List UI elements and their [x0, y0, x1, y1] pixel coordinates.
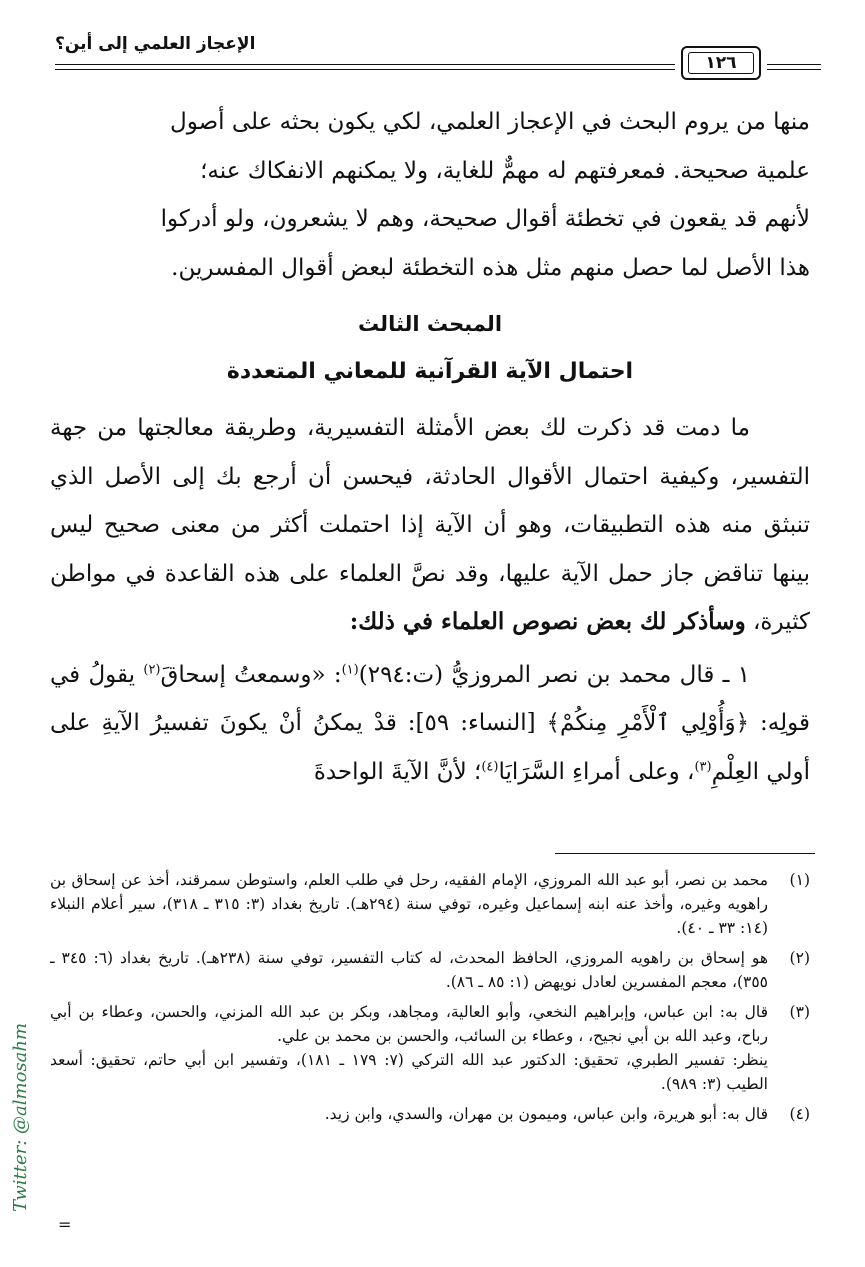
page-header [55, 30, 820, 74]
footnote-text: محمد بن نصر، أبو عبد الله المروزي، الإمام الفقيه، رحل في طلب العلم، واستوطن سمرقند، أخذ عن إسحاق بن راهويه وغيره، وأخذ عنه ابنه إسماعيل وغيره، توفي سنة (٢٩٤هـ). تاريخ بغداد (٣: ٣١٥ ـ ٣١٨)، سير أعلام النبلاء (١٤: ٣٣ ـ ٤٠). [50, 871, 769, 937]
section-subtitle: احتمال الآية القرآنية للمعاني المتعددة [226, 359, 634, 384]
footnote-text: قال به: أبو هريرة، وابن عباس، وميمون بن مهران، والسدي، وابن زيد. [324, 1105, 768, 1123]
footnote [50, 868, 810, 940]
continuation-mark: = [58, 1215, 72, 1234]
footnote [50, 1102, 810, 1126]
footnote-number: (٢) [789, 949, 810, 967]
footnote-separator [555, 853, 815, 854]
footnotes [50, 868, 810, 1132]
body-text [50, 404, 810, 796]
page-number: ١٢٦ [688, 52, 754, 74]
footnote [50, 946, 810, 994]
running-title: الإعجاز العلمي إلى أين؟ [55, 34, 256, 54]
intro-text [50, 98, 810, 292]
footnote-ref[interactable]: (٢) [143, 661, 161, 677]
footnote-text: قال به: ابن عباس، وإبراهيم النخعي، وأبو العالية، ومجاهد، وبكر بن عبد الله المزني، والحسن، وعطاء بن أبي رباح، وعبد الله بن أبي نجيح، ، وعطاء بن السائب، والحسن بن محمد بن علي. [50, 1003, 768, 1045]
quote-text: ، وعلى أمراءِ السَّرَايَا [498, 758, 695, 785]
footnote-text: هو إسحاق بن راهويه المروزي، الحافظ المحدث، له كتاب التفسير، توفي سنة (٢٣٨هـ). تاريخ بغداد (٦: ٣٤٥ ـ ٣٥٥)، معجم المفسرين لعادل نويهض (١: ٨٥ ـ ٨٦). [50, 949, 769, 991]
footnote-number: (٣) [789, 1003, 810, 1021]
quote-text: يقولُ في قولِه: ﴿وَأُوْلِي ٱلْأَمْرِ مِنكُمْ﴾ [النساء: ٥٩]: قدْ يمكنُ أنْ يكونَ تفسيرُ الآيةِ على أولي العِلْمِ [50, 661, 811, 785]
text-line: منها من يروم البحث في الإعجاز العلمي، لكي يكون بحثه على أصول [170, 109, 810, 135]
text-line: علمية صحيحة. فمعرفتهم له مهمٌّ للغاية، ولا يمكنهم الانفكاك عنه؛ [200, 157, 810, 184]
text-line: هذا الأصل لما حصل منهم مثل هذه التخطئة لبعض أقوال المفسرين. [171, 254, 810, 281]
watermark-text: Twitter: @almosahm [10, 1022, 31, 1212]
page-number-frame [681, 46, 761, 80]
header-rule [767, 64, 821, 65]
paragraph-text: ما دمت قد ذكرت لك بعض الأمثلة التفسيرية، وطريقة معالجتها من جهة التفسير، وكيفية احتمال الأقوال الحادثة، فيحسن أن أرجع بك إلى الأصل الذي تنبثق منه هذه التطبيقات، وهو أن الآية إذا احتملت أكثر من معنى صحيح ليس بينها تناقض جاز حمل الآية عليها، وقد نصَّ العلماء على هذه القاعدة في مواطن كثيرة، [50, 415, 810, 635]
header-rule [55, 64, 675, 65]
section-heading [50, 300, 810, 396]
header-rule [55, 69, 675, 70]
footnote-number: (١) [789, 871, 810, 889]
watermark [6, 1000, 36, 1220]
text-line: لأنهم قد يقعون في تخطئة أقوال صحيحة، وهم لا يشعرون، ولو أدركوا [160, 206, 810, 232]
quote-text: ١ ـ قال محمد بن نصر المروزيُّ (ت:٢٩٤) [358, 661, 750, 688]
bold-text: وسأذكر لك بعض نصوص العلماء في ذلك: [349, 608, 746, 635]
footnote-number: (٤) [789, 1105, 810, 1123]
quote-text: : «وسمعتُ إسحاقَ [160, 661, 342, 688]
footnote-ref[interactable]: (٤) [481, 758, 499, 774]
paragraph [50, 651, 810, 797]
footnote-ref[interactable]: (٣) [694, 758, 712, 774]
footnote [50, 1000, 810, 1096]
footnote-ref[interactable]: (١) [341, 661, 359, 677]
quote-text: ؛ لأنَّ الآيةَ الواحدةَ [313, 758, 482, 785]
footnote-text: ينظر: تفسير الطبري، تحقيق: الدكتور عبد الله التركي (٧: ١٧٩ ـ ١٨١)، وتفسير ابن أبي حاتم، تحقيق: أسعد الطيب (٣: ٩٨٩). [50, 1051, 768, 1093]
paragraph [50, 404, 810, 647]
section-title: المبحث الثالث [357, 312, 503, 336]
header-rule [767, 69, 821, 70]
